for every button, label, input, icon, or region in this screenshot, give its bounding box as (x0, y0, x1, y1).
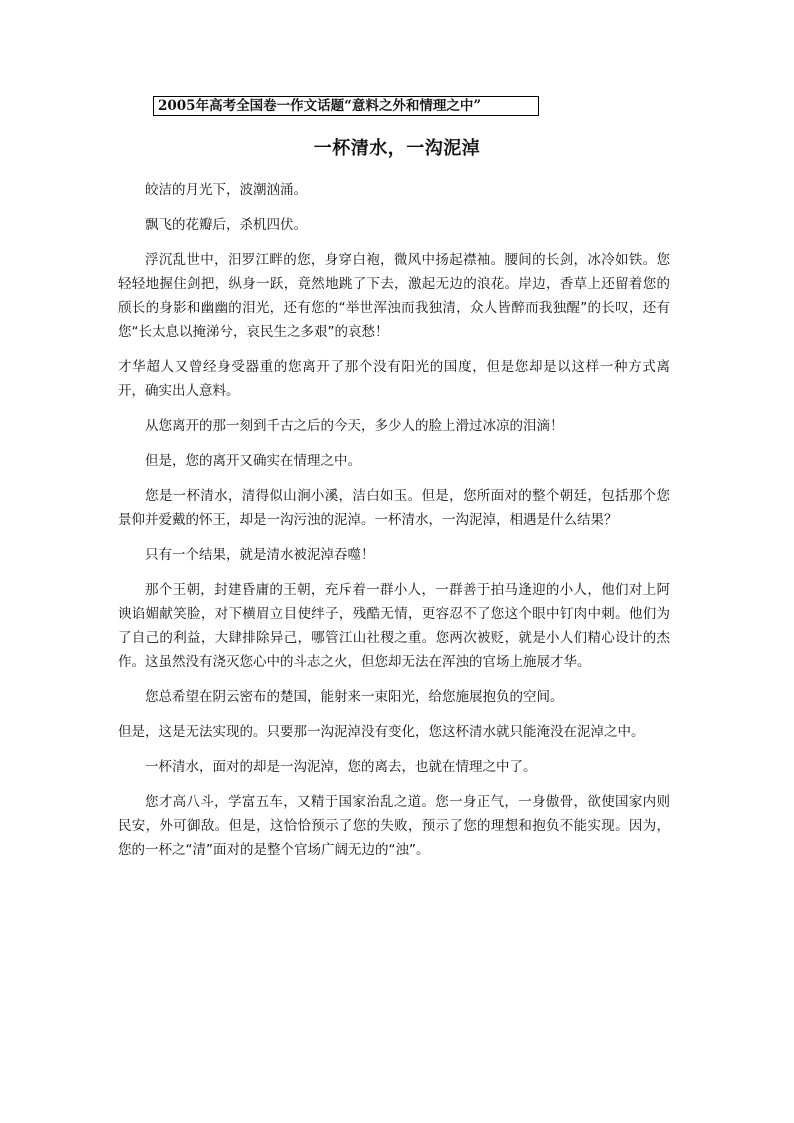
paragraph: 只有一个结果，就是清水被泥淖吞噬！ (145, 547, 375, 563)
paragraph: 您是一杯清水，清得似山涧小溪，洁白如玉。但是，您所面对的整个朝廷，包括那个您景仰并爱戴的怀王，却是一沟污浊的泥淖。一杯清水，一沟泥淖，相遇是什么结果？ (118, 488, 670, 528)
topic-header-box: 2005年高考全国卷一作文话题“意料之外和情理之中” (153, 96, 539, 116)
paragraph: 那个王朝，封建昏庸的王朝，充斥着一群小人，一群善于拍马逢迎的小人，他们对上阿谀谄媚献笑脸，对下横眉立目使绊子，残酷无情，更容忍不了您这个眼中钉肉中刺。他们为了自己的利益，大肆排除异己，哪管江山社稷之重。您两次被贬，就是小人们精心设计的杰作。这虽然没有浇灭您心中的斗志之火，但您却无法在浑浊的官场上施展才华。 (118, 582, 670, 670)
paragraph: 一杯清水，面对的却是一沟泥淖，您的离去，也就在情理之中了。 (145, 759, 537, 775)
article-body (118, 178, 670, 873)
paragraph: 飘飞的花瓣后，杀机四伏。 (145, 217, 307, 233)
paragraph: 但是，这是无法实现的。只要那一沟泥淖没有变化，您这杯清水就只能淹没在泥淖之中。 (118, 724, 645, 740)
paragraph: 从您离开的那一刻到千古之后的今天，多少人的脸上滑过冰凉的泪滴！ (145, 418, 564, 434)
paragraph: 您总希望在阴云密布的楚国，能射来一束阳光，给您施展抱负的空间。 (145, 689, 564, 705)
paragraph: 浮沉乱世中，汨罗江畔的您，身穿白袍，微风中扬起襟袖。腰间的长剑，冰冷如铁。您轻轻地握住剑把，纵身一跃，竟然地跳了下去，激起无边的浪花。岸边，香草上还留着您的颀长的身影和幽幽的泪光，还有您的“举世浑浊而我独清，众人皆醉而我独醒”的长叹，还有您“长太息以掩涕兮，哀民生之多艰”的哀愁！ (118, 252, 670, 340)
paragraph: 才华超人又曾经身受器重的您离开了那个没有阳光的国度，但是您却是以这样一种方式离开，确实出人意料。 (118, 359, 670, 399)
article-title: 一杯清水，一沟泥淖 (313, 138, 481, 159)
paragraph: 您才高八斗，学富五车，又精于国家治乱之道。您一身正气，一身傲骨，欲使国家内则民安，外可御敌。但是，这恰恰预示了您的失败，预示了您的理想和抱负不能实现。因为，您的一杯之“清”面对的是整个官场广阔无边的“浊”。 (118, 794, 670, 858)
paragraph: 皎洁的月光下，波潮汹涌。 (145, 182, 307, 198)
paragraph: 但是，您的离开又确实在情理之中。 (145, 453, 361, 469)
